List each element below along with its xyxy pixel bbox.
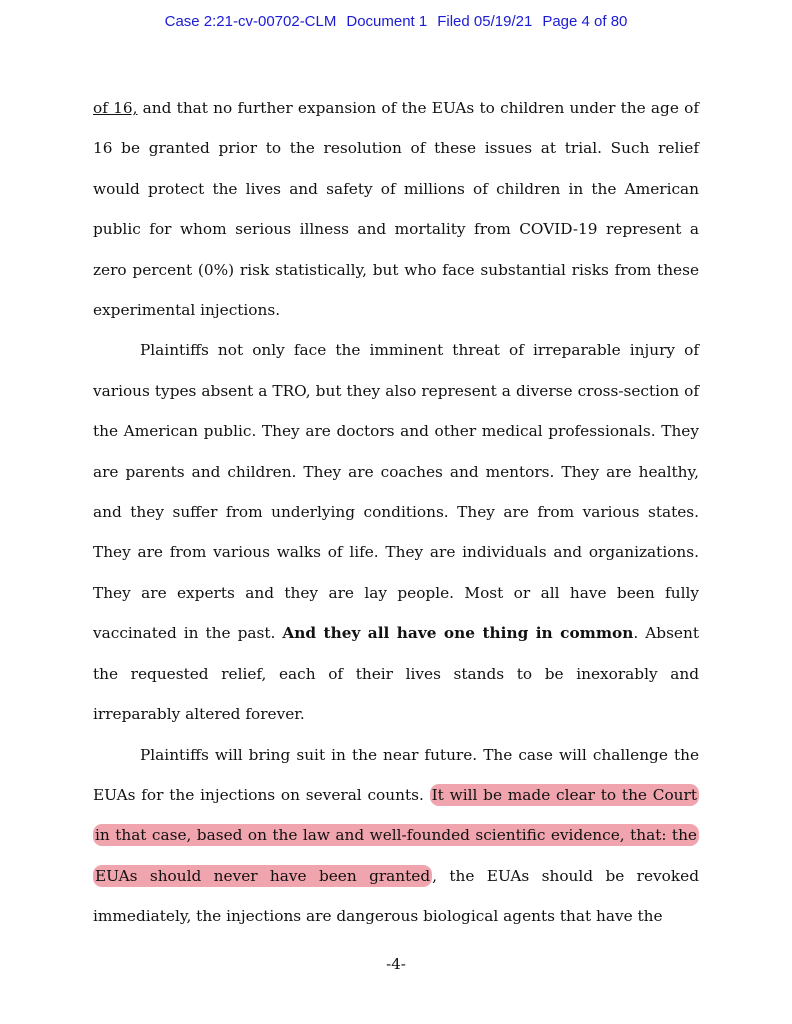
- underlined-text: of 16,: [93, 99, 138, 117]
- bold-text: And they all have one thing in common: [282, 624, 634, 643]
- case-number: Case 2:21-cv-00702-CLM: [164, 13, 337, 30]
- highlighted-text: It will be made clear to the Court in that case, based on the law and well-founded scientific evidence, that: the EUAs should never have been granted: [95, 785, 697, 885]
- paragraph-2: [93, 330, 699, 734]
- paragraph-3-text-end: , the EUAs should be revoked immediately, the injections are dangerous biological agents that have the: [93, 866, 699, 926]
- paragraph-2-text-end: . Absent the requested relief, each of their lives stands to be inexorably and irreparably altered forever.: [93, 624, 699, 724]
- case-header: [0, 13, 792, 30]
- document-number: Document 1: [346, 13, 428, 30]
- page-number: -4-: [386, 955, 406, 973]
- page-count: Page 4 of 80: [542, 13, 628, 30]
- filed-date: Filed 05/19/21: [437, 13, 533, 30]
- document-body: [93, 88, 699, 937]
- paragraph-2-text: Plaintiffs not only face the imminent threat of irreparable injury of various types absent a TRO, but they also represent a diverse cross-section of the American public. They are doctors and other medical professionals. They are parents and children. They are coaches and mentors. They are healthy, and they suffer from underlying conditions. They are from various states. They are from various walks of life. They are individuals and organizations. They are experts and they are lay people. Most or all have been fully vaccinated in the past.: [93, 341, 699, 643]
- paragraph-1-text: and that no further expansion of the EUAs to children under the age of 16 be granted prior to the resolution of these issues at trial. Such relief would protect the lives and safety of millions of children in the American public for whom serious illness and mortality from COVID-19 represent a zero percent (0%) risk statistically, but who face substantial risks from these experimental injections.: [93, 99, 699, 320]
- paragraph-3: [93, 735, 699, 937]
- paragraph-1: [93, 88, 699, 330]
- paragraph-3-text: Plaintiffs will bring suit in the near future. The case will challenge the EUAs for the injections on several counts.: [93, 745, 699, 804]
